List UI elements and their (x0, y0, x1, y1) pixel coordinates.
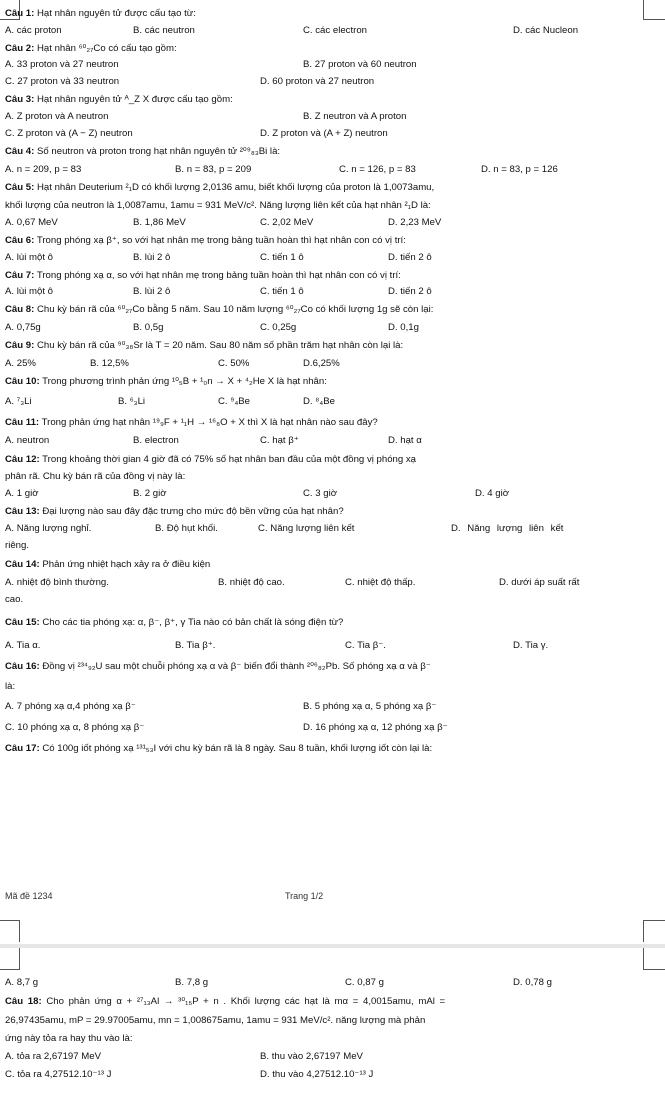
question-6: Câu 6: Trong phóng xạ β⁺, so với hạt nhân mẹ trong bảng tuần hoàn thì hạt nhân con có vị trí: (5, 235, 406, 246)
option-a[interactable]: A. 8,7 g (5, 977, 39, 988)
option-b[interactable]: B. nhiệt độ cao. (218, 577, 285, 588)
option-d[interactable]: D. 16 phóng xạ α, 12 phóng xạ β⁻ (303, 722, 448, 733)
question-3: Câu 3: Hạt nhân nguyên tử ᴬ_Z X được cấu tạo gồm: (5, 94, 233, 105)
option-c[interactable]: C. 2,02 MeV (260, 217, 314, 228)
question-11: Câu 11: Trong phản ứng hạt nhân ¹⁹₉F + ¹₁H → ¹⁶₈O + X thì X là hạt nhân nào sau đây? (5, 417, 378, 428)
option-d[interactable]: D.6,25% (303, 358, 340, 369)
option-a[interactable]: A. neutron (5, 435, 50, 446)
question-7: Câu 7: Trong phóng xạ α, so với hạt nhân mẹ trong bảng tuần hoàn thì hạt nhân con có vị trí: (5, 270, 401, 281)
question-10-options (5, 395, 657, 409)
option-c[interactable]: C. tỏa ra 4,27512.10⁻¹³ J (5, 1069, 112, 1080)
option-a[interactable]: A. nhiệt độ bình thường. (5, 577, 109, 588)
question-10: Câu 10: Trong phương trình phản ứng ¹⁰₅B + ¹₀n → X + ⁴₂He X là hạt nhân: (5, 376, 327, 387)
option-a[interactable]: A. Tia α. (5, 640, 41, 651)
option-b[interactable]: B. 2 giờ (133, 488, 167, 499)
option-d[interactable]: D. thu vào 4,27512.10⁻¹³ J (260, 1069, 374, 1080)
question-12: Câu 12: Trong khoảng thời gian 4 giờ đã có 75% số hạt nhân ban đầu của một đồng vị phóng xạ (5, 454, 417, 465)
crop-mark-bottom-left (0, 920, 20, 942)
option-b[interactable]: B. 5 phóng xạ α, 5 phóng xạ β⁻ (303, 701, 437, 712)
question-5-options (5, 216, 657, 230)
exam-code: Mã đề 1234 (5, 891, 53, 901)
option-d[interactable]: D. Năng lượng liên kết (451, 523, 564, 534)
crop-mark-bottom-right (643, 920, 665, 942)
question-14-options (5, 576, 657, 590)
question-18: Câu 18: Cho phản ứng α + ²⁷₁₃Al → ³⁰₁₅P + n . Khối lượng các hạt là mα = 4,0015amu, mAl = (5, 996, 446, 1007)
question-16-continuation: là: (5, 681, 16, 692)
option-b[interactable]: B. 27 proton và 60 neutron (303, 59, 417, 70)
option-c[interactable]: C. 27 proton và 33 neutron (5, 76, 120, 87)
question-3-options-row1 (5, 110, 657, 124)
option-d[interactable]: D. 2,23 MeV (388, 217, 442, 228)
option-c[interactable]: C. 10 phóng xạ α, 8 phóng xạ β⁻ (5, 722, 145, 733)
question-15-options (5, 639, 657, 653)
option-a[interactable]: A. 7 phóng xạ α,4 phóng xạ β⁻ (5, 701, 136, 712)
question-1: Câu 1: Hạt nhân nguyên tử được cấu tạo từ: (5, 8, 196, 19)
question-9: Câu 9: Chu kỳ bán rã của ⁹⁰₃₈Sr là T = 20 năm. Sau 80 năm số phần trăm hạt nhân còn lại là: (5, 340, 404, 351)
option-b[interactable]: B. n = 83, p = 209 (175, 164, 252, 175)
question-14-continuation: cao. (5, 594, 24, 605)
option-c[interactable]: C. 3 giờ (303, 488, 338, 499)
question-4-options (5, 163, 657, 177)
option-c[interactable]: C. Năng lượng liên kết (258, 523, 355, 534)
option-b[interactable]: B. ⁶₃Li (118, 396, 146, 407)
question-9-options (5, 357, 657, 371)
option-b[interactable]: B. Z neutron và A proton (303, 111, 407, 122)
option-d[interactable]: D. dưới áp suất rất (499, 577, 580, 588)
option-b[interactable]: B. 12,5% (90, 358, 129, 369)
option-c[interactable]: C. tiến 1 ô (260, 252, 304, 263)
question-13-options (5, 522, 657, 536)
option-c[interactable]: C. n = 126, p = 83 (339, 164, 416, 175)
option-d[interactable]: D. Tia γ. (513, 640, 549, 651)
option-d[interactable]: D. các Nucleon (513, 25, 579, 36)
question-14: Câu 14: Phản ứng nhiệt hạch xảy ra ở điều kiện (5, 559, 211, 570)
question-2-options-row2 (5, 75, 657, 89)
option-a[interactable]: A. lùi một ô (5, 286, 53, 297)
option-c[interactable]: C. nhiệt độ thấp. (345, 577, 416, 588)
option-a[interactable]: A. 0,67 MeV (5, 217, 58, 228)
crop-mark-top-right (643, 948, 665, 970)
option-c[interactable]: C. Tia β⁻. (345, 640, 386, 651)
option-b[interactable]: B. Tia β⁺. (175, 640, 216, 651)
option-d[interactable]: D. 0,1g (388, 322, 419, 333)
question-16-options-row2 (5, 721, 657, 735)
question-3-options-row2 (5, 127, 657, 141)
option-d[interactable]: D. hạt α (388, 435, 422, 446)
question-12-options (5, 487, 657, 501)
option-c[interactable]: C. ⁹₄Be (218, 396, 251, 407)
option-b[interactable]: B. 1,86 MeV (133, 217, 186, 228)
option-d[interactable]: D. tiến 2 ô (388, 252, 432, 263)
option-c[interactable]: C. 50% (218, 358, 250, 369)
option-d[interactable]: D. ⁸₄Be (303, 396, 335, 407)
option-a[interactable]: A. n = 209, p = 83 (5, 164, 82, 175)
question-7-options (5, 285, 657, 299)
question-17: Câu 17: Có 100g iốt phóng xạ ¹³¹₅₃I với chu kỳ bán rã là 8 ngày. Sau 8 tuần, khối lượng iốt còn lại là: (5, 743, 433, 754)
question-18-options-row2 (5, 1068, 657, 1082)
option-a[interactable]: A. ⁷₃Li (5, 396, 32, 407)
option-a[interactable]: A. tỏa ra 2,67197 MeV (5, 1051, 101, 1062)
option-a[interactable]: A. lùi một ô (5, 252, 53, 263)
option-d[interactable]: D. n = 83, p = 126 (481, 164, 558, 175)
option-b[interactable]: B. các neutron (133, 25, 195, 36)
question-4: Câu 4: Số neutron và proton trong hạt nhân nguyên tử ²⁰⁹₈₃Bi là: (5, 146, 281, 157)
question-2: Câu 2: Hạt nhân ⁶⁰₂₇Co có cấu tạo gồm: (5, 43, 177, 54)
option-b[interactable]: B. thu vào 2,67197 MeV (260, 1051, 363, 1062)
option-c[interactable]: C. 0,87 g (345, 977, 384, 988)
option-b[interactable]: B. lùi 2 ô (133, 286, 171, 297)
question-16-options-row1 (5, 700, 657, 714)
crop-mark-top-left (0, 948, 20, 970)
option-d[interactable]: D. 4 giờ (475, 488, 510, 499)
exam-page-2 (0, 948, 665, 1114)
option-d[interactable]: D. 60 proton và 27 neutron (260, 76, 375, 87)
option-a[interactable]: A. 1 giờ (5, 488, 39, 499)
crop-mark-top-right (643, 0, 665, 20)
question-11-options (5, 434, 657, 448)
question-8-options (5, 321, 657, 335)
option-a[interactable]: A. các proton (5, 25, 62, 36)
option-d[interactable]: D. 0,78 g (513, 977, 552, 988)
question-8: Câu 8: Chu kỳ bán rã của ⁶⁰₂₇Co bằng 5 năm. Sau 10 năm lượng ⁶⁰₂₇Co có khối lượng 1g sẽ còn lại: (5, 304, 434, 315)
question-2-options-row1 (5, 58, 657, 72)
question-12-line2: phân rã. Chu kỳ bán rã của đồng vị này là: (5, 471, 186, 482)
question-17-options (5, 976, 657, 990)
option-d[interactable]: D. tiến 2 ô (388, 286, 432, 297)
option-b[interactable]: B. lùi 2 ô (133, 252, 171, 263)
question-6-options (5, 251, 657, 265)
option-a[interactable]: A. Năng lượng nghỉ. (5, 523, 92, 534)
question-18-line2: 26,97435amu, mP = 29.97005amu, mn = 1,008675amu, 1amu = 931 MeV/c². năng lượng mà phản (5, 1015, 426, 1026)
option-a[interactable]: A. 33 proton và 27 neutron (5, 59, 119, 70)
option-b[interactable]: B. electron (133, 435, 179, 446)
question-13: Câu 13: Đại lượng nào sau đây đặc trưng cho mức độ bền vững của hạt nhân? (5, 506, 344, 517)
question-5-line2: khối lượng của neutron là 1,0087amu, 1amu = 931 MeV/c². Năng lượng liên kết của hạt nhân ²₁D là: (5, 200, 431, 211)
option-c[interactable]: C. hạt β⁺ (260, 435, 299, 446)
option-c[interactable]: C. các electron (303, 25, 367, 36)
option-a[interactable]: A. 25% (5, 358, 36, 369)
question-5: Câu 5: Hạt nhân Deuterium ²₁D có khối lượng 2,0136 amu, biết khối lượng của proton là 1,0073amu, (5, 182, 435, 193)
option-d[interactable]: D. Z proton và (A + Z) neutron (260, 128, 388, 139)
question-13-continuation: riêng. (5, 540, 29, 551)
option-b[interactable]: B. Độ hụt khối. (155, 523, 218, 534)
page-number: Trang 1/2 (285, 891, 324, 901)
question-1-options (5, 24, 657, 38)
option-c[interactable]: C. Z proton và (A − Z) neutron (5, 128, 133, 139)
option-c[interactable]: C. 0,25g (260, 322, 297, 333)
question-15: Câu 15: Cho các tia phóng xạ: α, β⁻, β⁺, γ Tia nào có bản chất là sóng điện từ? (5, 617, 344, 628)
option-a[interactable]: A. 0,75g (5, 322, 41, 333)
question-16: Câu 16: Đồng vị ²³⁴₉₂U sau một chuỗi phóng xạ α và β⁻ biến đổi thành ²⁰⁶₈₂Pb. Số phóng xạ α và β⁻ (5, 661, 431, 672)
option-a[interactable]: A. Z proton và A neutron (5, 111, 109, 122)
question-18-options-row1 (5, 1050, 657, 1064)
option-b[interactable]: B. 0,5g (133, 322, 164, 333)
option-b[interactable]: B. 7,8 g (175, 977, 209, 988)
question-18-line3: ứng này tỏa ra hay thu vào là: (5, 1033, 133, 1044)
option-c[interactable]: C. tiến 1 ô (260, 286, 304, 297)
